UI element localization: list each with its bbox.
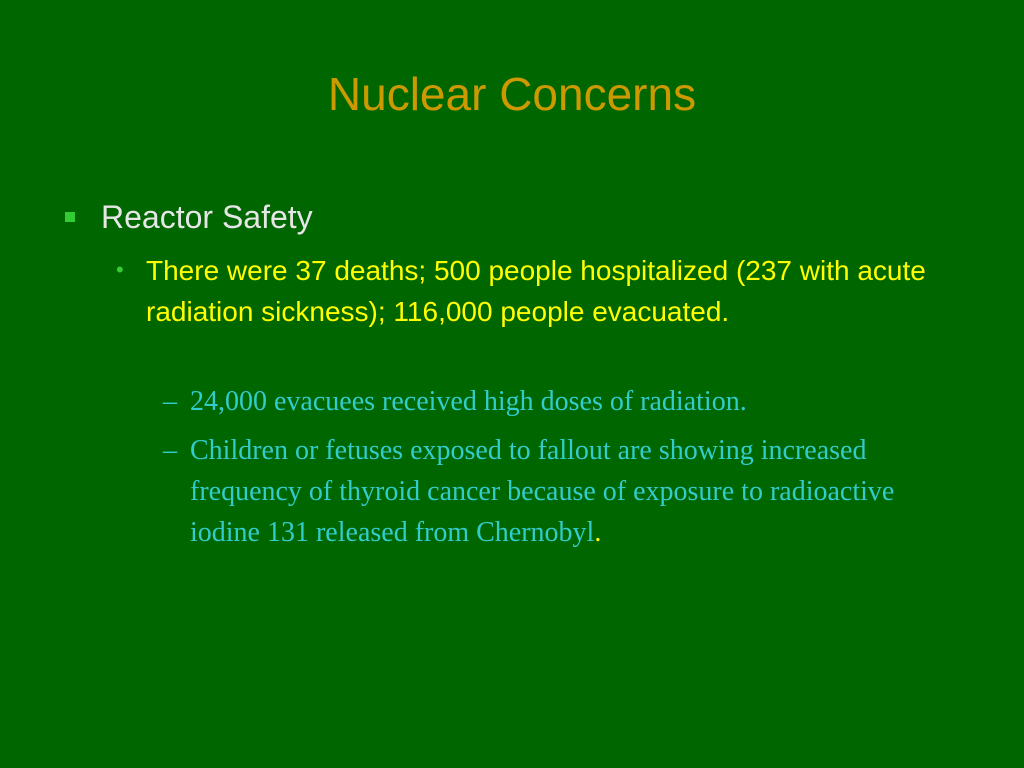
level-2-text: There were 37 deaths; 500 people hospitalized (237 with acute radiation sickness); 116,000 people evacuated. bbox=[146, 255, 926, 327]
square-bullet-icon bbox=[65, 212, 75, 222]
level-3-text: 24,000 evacuees received high doses of radiation. bbox=[190, 386, 747, 417]
slide-title: Nuclear Concerns bbox=[327, 68, 697, 120]
bullet-level-2 bbox=[116, 250, 956, 332]
bullet-level-3-item bbox=[163, 430, 923, 553]
bullet-level-3-item bbox=[163, 381, 923, 422]
level-1-text: Reactor Safety bbox=[101, 199, 313, 235]
dash-bullet-icon: – bbox=[163, 435, 177, 466]
bullet-level-1 bbox=[65, 194, 965, 240]
level-3-text-body: Children or fetuses exposed to fallout are showing increased frequency of thyroid cancer because of exposure to radioactive iodine 131 released from Chernobyl bbox=[190, 435, 895, 548]
dot-bullet-icon: • bbox=[116, 257, 124, 282]
level-3-text bbox=[190, 430, 923, 553]
dash-bullet-icon: – bbox=[163, 386, 177, 417]
level-3-text-suffix: . bbox=[594, 517, 602, 548]
